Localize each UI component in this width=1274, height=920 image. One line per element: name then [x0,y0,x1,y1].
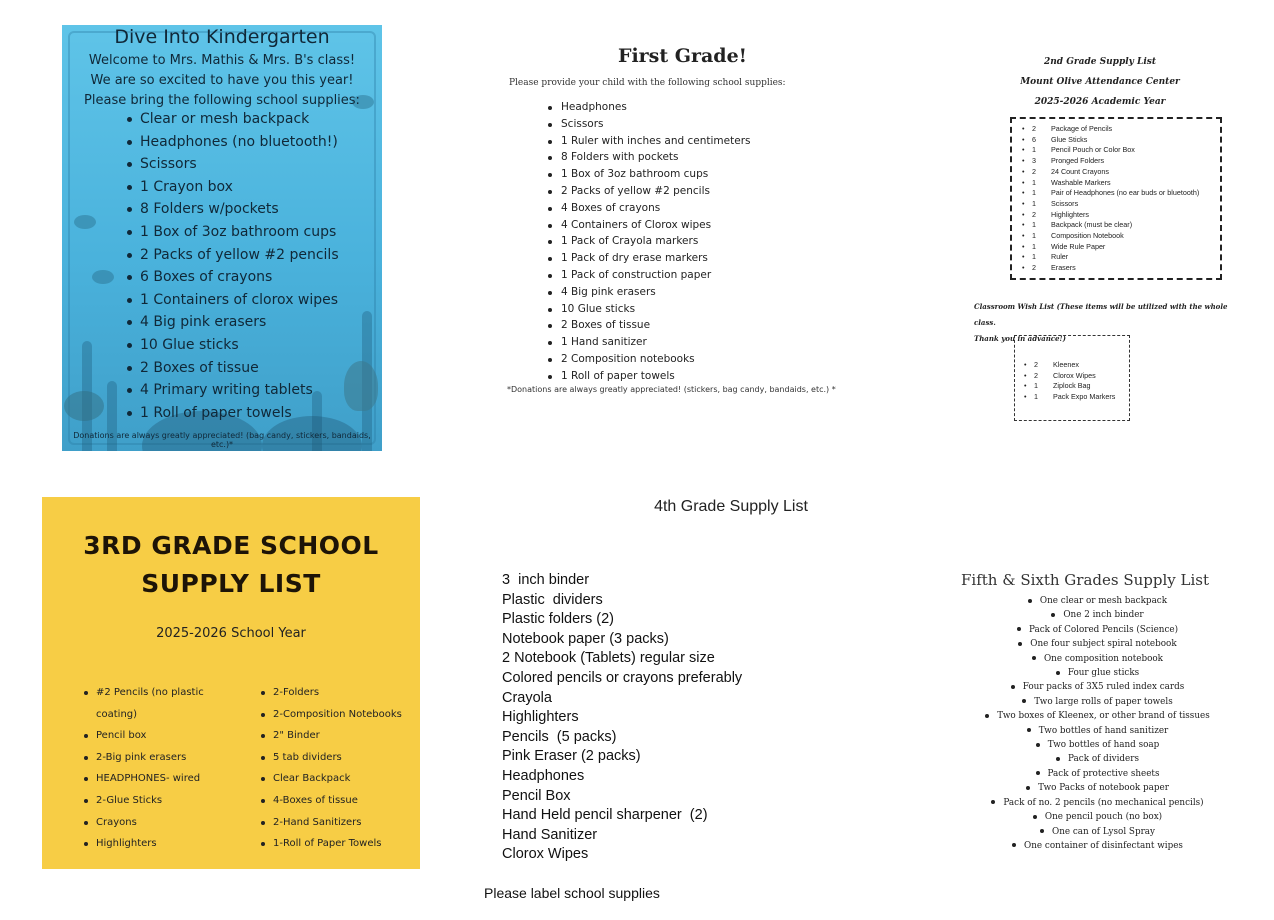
item-quantity: 2 [1032,209,1036,219]
item-name: Wide Rule Paper [1051,241,1106,251]
bullet-icon [991,800,995,804]
fish-icon [92,270,114,284]
list-item [1024,381,1115,392]
fourth-grade-title: 4th Grade Supply List [654,498,808,515]
first-grade-note: *Donations are always greatly appreciated! (stickers, bag candy, bandaids, etc.) * [507,385,836,394]
turtle-icon [64,391,104,421]
list-item: 2-Hand Sanitizers [261,812,421,834]
first-grade-intro: Please provide your child with the following school supplies: [509,78,786,88]
list-item: Pink Eraser (2 packs) [502,748,641,765]
bullet-icon: • [1022,124,1025,133]
kinder-intro-line: We are so excited to have you this year! [90,73,354,88]
list-item: 4-Boxes of tissue [261,790,421,812]
list-item: Hand Held pencil sharpener (2) [502,807,708,824]
item-text: Two bottles of hand sanitizer [1038,725,1169,736]
item-quantity: 1 [1032,177,1036,187]
bullet-icon: • [1024,392,1027,402]
list-item: Pencil box [84,725,244,747]
item-quantity: 2 [1032,124,1036,133]
list-item: Crayola [502,689,552,706]
list-item: Clear Backpack [261,768,421,790]
list-item: Clear or mesh backpack [127,108,339,131]
list-item: 1 Box of 3oz bathroom cups [127,221,339,244]
list-item: 4 Containers of Clorox wipes [548,217,750,234]
wish-list [1024,360,1115,403]
item-text: Two large rolls of paper towels [1034,696,1173,707]
item-text: One pencil pouch (no box) [1044,812,1163,823]
item-text: Two boxes of Kleenex, or other brand of tissues [997,711,1210,722]
bullet-icon [1027,728,1031,732]
list-item: 4 Big pink erasers [548,284,750,301]
first-grade-list [505,45,855,405]
list-item [960,825,1235,839]
kinder-title: Dive Into Kindergarten [114,26,330,48]
bullet-icon: • [1022,231,1025,241]
item-text: Two Packs of notebook paper [1038,783,1169,794]
list-item [960,623,1235,637]
item-name: Package of Pencils [1051,124,1113,133]
item-name: Ruler [1051,252,1069,262]
list-item: 2 Boxes of tissue [127,357,339,380]
fifth-sixth-title: Fifth & Sixth Grades Supply List [960,571,1210,589]
wish-list-title-line: Thank you in advance!) [974,334,1066,343]
item-quantity: 6 [1032,134,1036,144]
list-item: 2-Composition Notebooks [261,704,421,726]
list-item [960,752,1235,766]
first-grade-supply-list [548,99,750,385]
list-item: Hand Sanitizer [502,826,598,843]
list-item: 2 Boxes of tissue [548,317,750,334]
item-name: Highlighters [1051,209,1089,219]
item-quantity: 2 [1032,263,1036,273]
list-item [960,695,1235,709]
list-item [960,680,1235,694]
list-item: 5 tab dividers [261,747,421,769]
list-item: Highlighters [84,833,244,855]
bullet-icon [1012,843,1016,847]
list-item [960,637,1235,651]
bullet-icon [1022,699,1026,703]
item-quantity: 1 [1032,241,1036,251]
list-item [1024,371,1115,382]
list-item: 3 inch binder [502,572,590,588]
bullet-icon [1017,627,1021,631]
list-item [1022,124,1199,135]
turtle-icon [344,361,378,411]
item-name: Ziplock Bag [1053,381,1091,391]
third-grade-title-line: SUPPLY LIST [141,569,321,598]
bullet-icon [1056,671,1060,675]
bullet-icon [1018,642,1022,646]
list-item [960,767,1235,781]
list-item: Pencil Box [502,787,571,804]
list-item [1022,167,1199,178]
item-text: One composition notebook [1043,653,1164,664]
bullet-icon: • [1024,360,1027,369]
list-item [960,839,1235,853]
bullet-icon [1036,743,1040,747]
bullet-icon [1056,757,1060,761]
list-item [1022,220,1199,231]
list-item [960,796,1235,810]
list-item: Headphones (no bluetooth!) [127,131,339,154]
list-item: 4 Primary writing tablets [127,379,339,402]
item-name: Glue Sticks [1051,134,1088,144]
second-grade-title: 2nd Grade Supply List [1043,57,1157,67]
bullet-icon: • [1022,156,1025,166]
list-item [1022,145,1199,156]
first-grade-title: First Grade! [617,45,748,67]
item-text: Pack of protective sheets [1047,768,1160,779]
item-name: Pronged Folders [1051,156,1105,166]
list-item [1022,156,1199,167]
item-text: Two bottles of hand soap [1047,740,1160,751]
bullet-icon [1011,685,1015,689]
list-item [960,652,1235,666]
list-item: 1 Containers of clorox wipes [127,289,339,312]
item-name: 24 Count Crayons [1051,166,1109,176]
list-item: 1-Roll of Paper Towels [261,833,421,855]
bullet-icon [1026,786,1030,790]
list-item [960,608,1235,622]
list-item: Highlighters [502,709,579,726]
list-item: 4 Big pink erasers [127,311,339,334]
list-item: 6 Boxes of crayons [127,266,339,289]
third-grade-column-2 [261,682,421,855]
list-item: Scissors [127,153,339,176]
bullet-icon [1033,815,1037,819]
list-item: Scissors [548,116,750,133]
list-item [960,666,1235,680]
bullet-icon [1040,829,1044,833]
bullet-icon: • [1024,381,1027,391]
item-text: One container of disinfectant wipes [1024,840,1183,851]
list-item [1022,231,1199,242]
list-item: 2-Big pink erasers [84,747,244,769]
list-item [1022,242,1199,253]
list-item: HEADPHONES- wired [84,768,244,790]
list-item: 2" Binder [261,725,421,747]
item-name: Scissors [1051,198,1079,208]
second-grade-supply-list [1022,124,1199,274]
item-text: Pack of dividers [1068,754,1139,765]
list-item: Colored pencils or crayons preferably [502,669,743,686]
list-item [960,594,1235,608]
bullet-icon: • [1022,209,1025,219]
fourth-grade-supply-list [502,571,742,865]
bullet-icon [1032,656,1036,660]
third-grade-title-line: 3RD GRADE SCHOOL [83,531,379,560]
item-name: Pack Expo Markers [1053,392,1116,402]
kinder-supply-list [127,108,339,424]
bullet-icon: • [1022,198,1025,208]
list-item [1024,360,1115,371]
list-item: 2-Glue Sticks [84,790,244,812]
list-item: 1 Pack of construction paper [548,267,750,284]
item-name: Backpack (must be clear) [1051,220,1133,230]
item-quantity: 1 [1032,145,1036,155]
item-name: Erasers [1051,263,1076,273]
list-item: Plastic dividers [502,591,603,608]
bullet-icon: • [1022,166,1025,176]
item-name: Kleenex [1053,360,1079,369]
item-quantity: 1 [1034,392,1038,402]
wish-list-title-line: Classroom Wish List (These items will be utilized with the whole class. [974,302,1228,327]
list-item: 1 Roll of paper towels [548,368,750,385]
item-text: Four packs of 3X5 ruled index cards [1022,682,1185,693]
bullet-icon [985,714,989,718]
item-quantity: 1 [1032,188,1036,198]
bullet-icon: • [1022,188,1025,198]
list-item: Headphones [502,767,585,784]
list-item: 4 Boxes of crayons [548,200,750,217]
kinder-footer: Donations are always greatly appreciated! (bag candy, stickers, bandaids, etc.)* [73,431,371,449]
bullet-icon: • [1022,220,1025,230]
item-name: Pencil Pouch or Color Box [1051,145,1135,155]
fourth-grade-note: Please label school supplies [484,885,660,901]
list-item: Notebook paper (3 packs) [502,630,669,647]
list-item: 2 Composition notebooks [548,351,750,368]
bullet-icon [1028,599,1032,603]
bullet-icon: • [1022,145,1025,155]
list-item [1022,135,1199,146]
bullet-icon: • [1022,252,1025,262]
list-item: 1 Hand sanitizer [548,334,750,351]
item-name: Washable Markers [1051,177,1111,187]
second-grade-year: 2025-2026 Academic Year [1034,97,1166,107]
list-item: Headphones [548,99,750,116]
list-item: 1 Pack of dry erase markers [548,250,750,267]
list-item [960,709,1235,723]
item-text: Pack of no. 2 pencils (no mechanical pencils) [1003,797,1204,808]
list-item: 10 Glue sticks [127,334,339,357]
bullet-icon: • [1022,134,1025,144]
bullet-icon [1051,613,1055,617]
list-item: 2 Packs of yellow #2 pencils [127,244,339,267]
list-item: 1 Box of 3oz bathroom cups [548,166,750,183]
item-text: One four subject spiral notebook [1030,639,1177,650]
kindergarten-flyer [62,25,382,451]
second-grade-list [970,55,1230,435]
list-item: 8 Folders w/pockets [127,198,339,221]
kinder-intro-line: Welcome to Mrs. Mathis & Mrs. B's class! [88,53,356,68]
list-item: Pencils (5 packs) [502,728,617,745]
item-text: One 2 inch binder [1063,610,1144,621]
item-quantity: 2 [1034,360,1038,369]
list-item: 1 Roll of paper towels [127,402,339,425]
item-quantity: 1 [1032,231,1036,241]
item-name: Pair of Headphones (no ear buds or bluetooth) [1051,188,1200,198]
list-item [960,810,1235,824]
list-item [1022,210,1199,221]
item-text: Pack of Colored Pencils (Science) [1028,624,1179,635]
item-quantity: 2 [1032,166,1036,176]
item-quantity: 1 [1032,252,1036,262]
third-grade-flyer [42,497,420,869]
list-item: 10 Glue sticks [548,301,750,318]
fish-icon [74,215,96,229]
list-item [960,738,1235,752]
item-text: One can of Lysol Spray [1051,826,1155,837]
third-grade-year: 2025-2026 School Year [156,626,306,641]
bullet-icon: • [1022,177,1025,187]
list-item [960,724,1235,738]
kinder-intro-line: Please bring the following school supplies: [84,93,360,108]
item-name: Clorox Wipes [1053,370,1096,380]
item-name: Composition Notebook [1051,231,1124,241]
list-item: 8 Folders with pockets [548,149,750,166]
list-item: 1 Ruler with inches and centimeters [548,133,750,150]
item-quantity: 1 [1034,381,1038,391]
list-item: #2 Pencils (no plastic coating) [84,682,244,725]
third-grade-title [42,527,420,603]
bullet-icon: • [1024,370,1027,380]
list-item: Plastic folders (2) [502,611,615,628]
list-item: 2 Packs of yellow #2 pencils [548,183,750,200]
list-item: 1 Crayon box [127,176,339,199]
second-grade-school: Mount Olive Attendance Center [1020,77,1180,87]
third-grade-column-1 [84,682,244,855]
list-item [1022,252,1199,263]
item-text: Four glue sticks [1067,668,1140,679]
item-quantity: 1 [1032,198,1036,208]
item-quantity: 2 [1034,370,1038,380]
list-item [1022,178,1199,189]
list-item [1022,263,1199,274]
list-item [1024,392,1115,403]
list-item: 2 Notebook (Tablets) regular size [502,650,715,667]
bullet-icon [1036,771,1040,775]
list-item: 1 Pack of Crayola markers [548,233,750,250]
list-item: 2-Folders [261,682,421,704]
list-item [1022,199,1199,210]
fifth-sixth-supply-list [960,594,1235,853]
item-text: One clear or mesh backpack [1039,596,1168,606]
item-quantity: 1 [1032,220,1036,230]
list-item: Crayons [84,812,244,834]
bullet-icon: • [1022,241,1025,251]
list-item: Clorox Wipes [502,846,589,863]
list-item [960,781,1235,795]
bullet-icon: • [1022,263,1025,273]
list-item [1022,188,1199,199]
item-quantity: 3 [1032,156,1036,166]
